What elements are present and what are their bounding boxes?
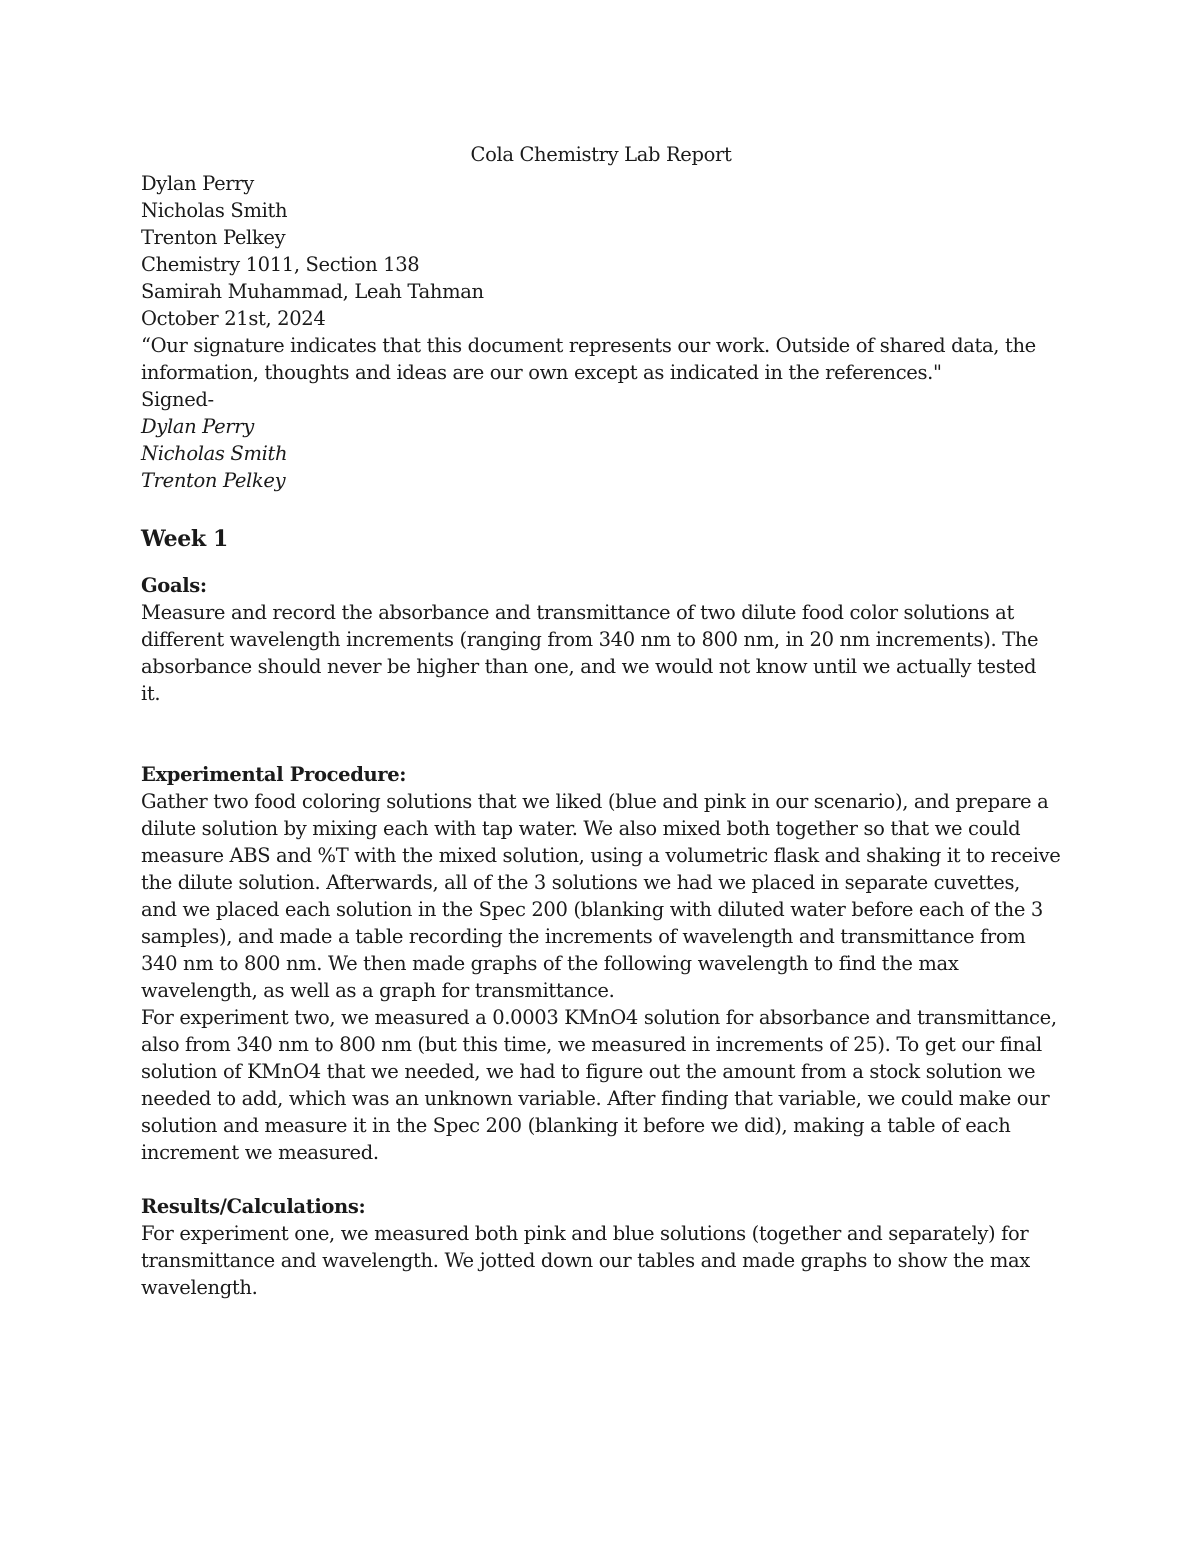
- signature-2: Nicholas Smith: [141, 442, 288, 465]
- goals-heading: Goals:: [141, 574, 207, 597]
- signed-label: Signed-: [141, 388, 214, 411]
- procedure-paragraph-2: For experiment two, we measured a 0.0003 KMnO4 solution for absorbance and transmittance, also from 340 nm to 800 nm (but this time, we measured in increments of 25). To get our final solution of KMnO4 that we needed, we had to figure out the amount from a stock solution we needed to add, which was an unknown variable. After finding that variable, we could make our solution and measure it in the Spec 200 (blanking it before we did), making a table of each increment we measured.: [141, 1006, 1057, 1164]
- author-name-1: Dylan Perry: [141, 172, 254, 195]
- signature-1: Dylan Perry: [141, 415, 254, 438]
- week-heading: Week 1: [141, 526, 229, 552]
- author-name-3: Trenton Pelkey: [141, 226, 286, 249]
- instructors: Samirah Muhammad, Leah Tahman: [141, 280, 484, 303]
- author-block: [141, 170, 1061, 332]
- procedure-paragraph-1: Gather two food coloring solutions that we liked (blue and pink in our scenario), and prepare a dilute solution by mixing each with tap water. We also mixed both together so that we could measure ABS and %T with the mixed solution, using a volumetric flask and shaking it to receive the dilute solution. Afterwards, all of the 3 solutions we had we placed in separate cuvettes, and we placed each solution in the Spec 200 (blanking with diluted water before each of the 3 samples), and made a table recording the increments of wavelength and transmittance from 340 nm to 800 nm. We then made graphs of the following wavelength to find the max wavelength, as well as a graph for transmittance.: [141, 790, 1061, 1002]
- document-title: Cola Chemistry Lab Report: [470, 143, 732, 166]
- course-section: Chemistry 1011, Section 138: [141, 253, 420, 276]
- goals-text: Measure and record the absorbance and transmittance of two dilute food color solutions at different wavelength increments (ranging from 340 nm to 800 nm, in 20 nm increments). The absorbance should never be higher than one, and we would not know until we actually tested it.: [141, 601, 1039, 705]
- report-date: October 21st, 2024: [141, 307, 326, 330]
- results-text: For experiment one, we measured both pink and blue solutions (together and separately) for transmittance and wavelength. We jotted down our tables and made graphs to show the max wavelength.: [141, 1222, 1030, 1299]
- document-page: [141, 140, 1061, 1301]
- results-heading: Results/Calculations:: [141, 1195, 366, 1218]
- signature-3: Trenton Pelkey: [141, 469, 286, 492]
- author-name-2: Nicholas Smith: [141, 199, 288, 222]
- procedure-heading: Experimental Procedure:: [141, 763, 407, 786]
- honor-pledge: “Our signature indicates that this document represents our work. Outside of shared data, the information, thoughts and ideas are our own except as indicated in the references.": [141, 334, 1036, 384]
